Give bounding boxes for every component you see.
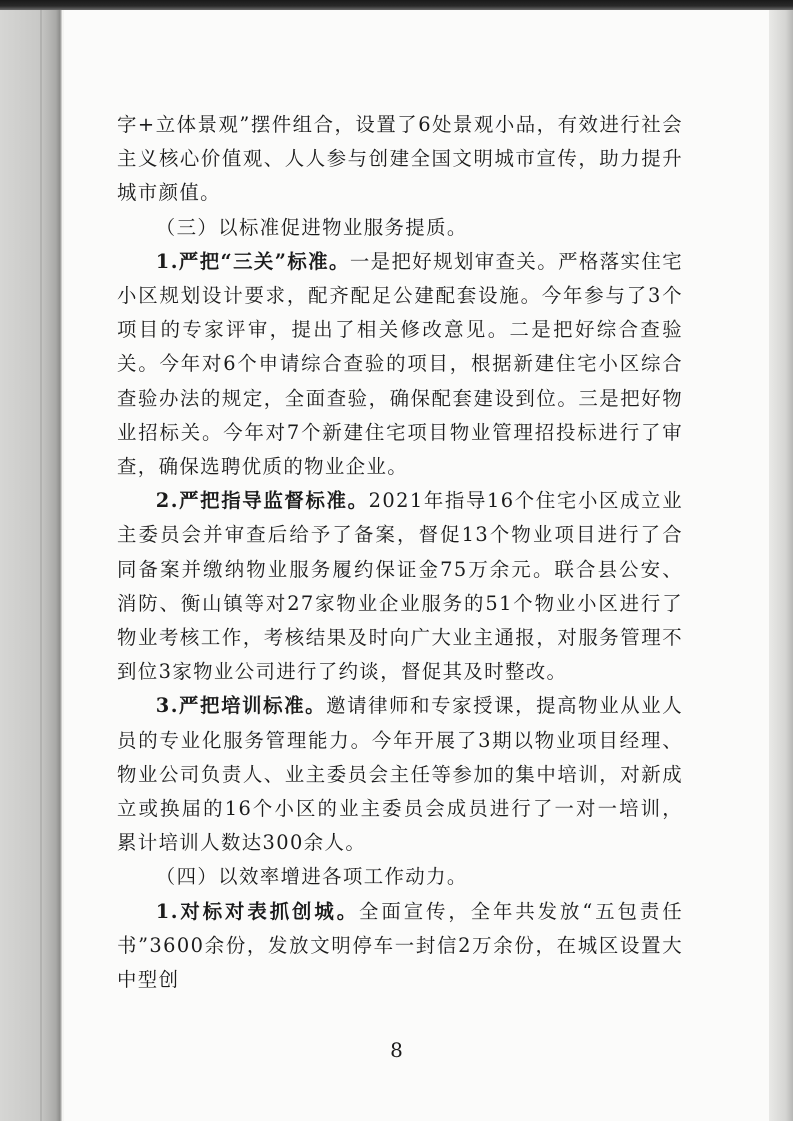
paragraph-text: 2021年指导16个住宅小区成立业主委员会并审查后给予了备案，督促13个物业项目进行了合同备案并缴纳物业服务履约保证金75万余元。联合县公安、消防、衡山镇等对27家物业企业服务的51个物业小区进行了物业考核工作，考核结果及时向广大业主通报，对服务管理不到位3家物业公司进行了约谈，督促其及时整改。 bbox=[117, 489, 683, 684]
section-heading-text: （四）以效率增进各项工作动力。 bbox=[155, 865, 468, 889]
paragraph-text: 字+立体景观”摆件组合，设置了6处景观小品，有效进行社会主义核心价值观、人人参与创建全国文明城市宣传，助力提升城市颜值。 bbox=[117, 113, 683, 205]
paragraph-lead: 1.对标对表抓创城。 bbox=[155, 899, 360, 923]
page-body bbox=[117, 108, 683, 997]
paragraph-text: 全面宣传，全年共发放“五包责任书”3600余份，发放文明停车一封信2万余份，在城区设置大中型创 bbox=[117, 899, 683, 992]
scan-top-edge bbox=[0, 0, 793, 10]
paragraph-lead: 3.严把培训标准。 bbox=[155, 694, 327, 718]
section-heading-three bbox=[117, 211, 683, 245]
scan-binding-line bbox=[40, 10, 42, 1121]
paragraph-text: 邀请律师和专家授课，提高物业从业人员的专业化服务管理能力。今年开展了3期以物业项目经理、物业公司负责人、业主委员会主任等参加的集中培训，对新成立或换届的16个小区的业主委员会成员进行了一对一培训，累计培训人数达300余人。 bbox=[117, 694, 683, 855]
scan-left-edge bbox=[0, 10, 62, 1121]
section-heading-text: （三）以标准促进物业服务提质。 bbox=[155, 215, 468, 239]
paragraph-lead: 2.严把指导监督标准。 bbox=[155, 489, 369, 513]
paragraph-continuation bbox=[117, 108, 683, 211]
paragraph-training bbox=[117, 689, 683, 860]
paragraph-city-creation bbox=[117, 895, 683, 998]
paragraph-supervision bbox=[117, 484, 683, 689]
paragraph-lead: 1.严把“三关”标准。 bbox=[155, 249, 350, 273]
page-number: 8 bbox=[390, 1038, 403, 1062]
section-heading-four bbox=[117, 860, 683, 894]
paragraph-three-checks bbox=[117, 245, 683, 484]
paragraph-text: 一是把好规划审查关。严格落实住宅小区规划设计要求，配齐配足公建配套设施。今年参与了3个项目的专家评审，提出了相关修改意见。二是把好综合查验关。今年对6个申请综合查验的项目，根据新建住宅小区综合查验办法的规定，全面查验，确保配套建设到位。三是把好物业招标关。今年对7个新建住宅项目物业管理招投标进行了审查，确保选聘优质的物业企业。 bbox=[117, 249, 683, 479]
scan-right-edge bbox=[769, 10, 793, 1121]
